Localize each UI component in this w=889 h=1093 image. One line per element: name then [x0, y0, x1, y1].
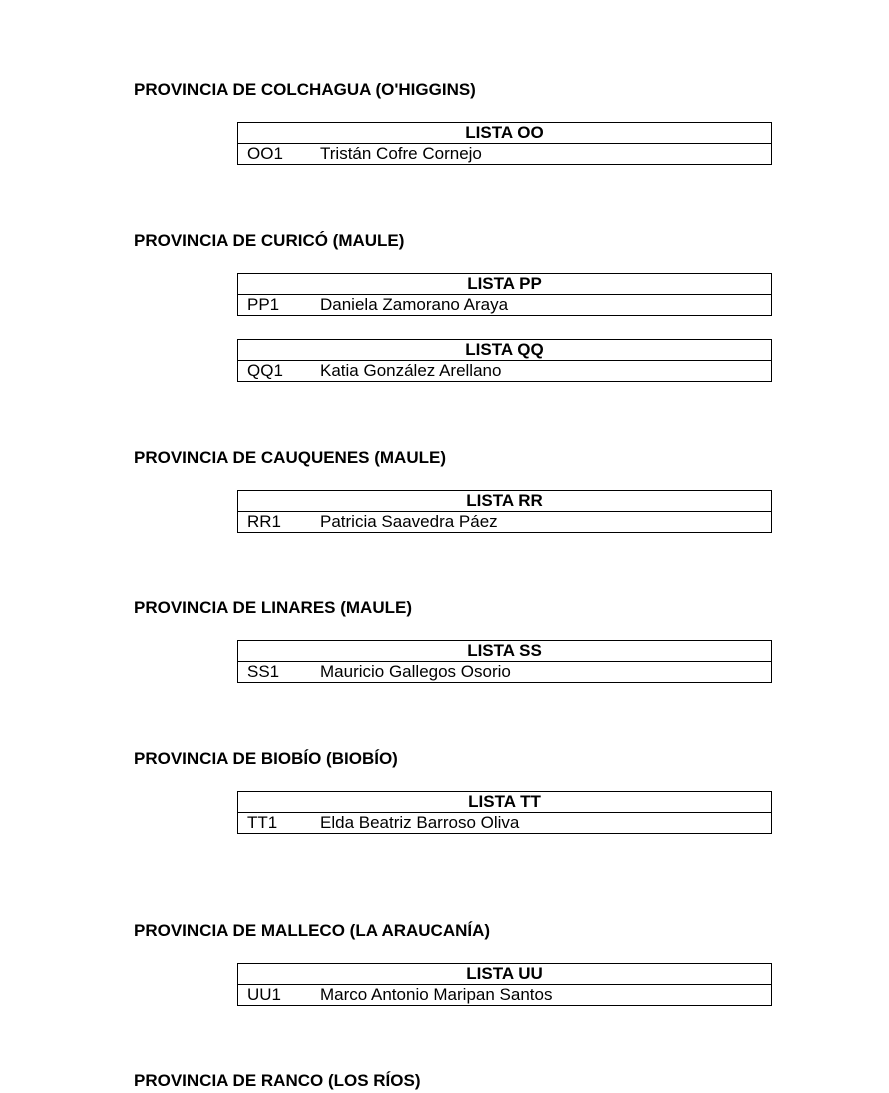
province-heading: PROVINCIA DE CAUQUENES (MAULE) [134, 448, 446, 467]
province-heading: PROVINCIA DE RANCO (LOS RÍOS) [134, 1071, 421, 1090]
province-heading: PROVINCIA DE LINARES (MAULE) [134, 598, 412, 617]
list-title: LISTA UU [238, 964, 772, 985]
candidate-code: QQ1 [247, 361, 283, 380]
list-title: LISTA OO [238, 123, 772, 144]
candidate-row [238, 144, 772, 165]
candidate-list-table [237, 122, 772, 165]
province-heading: PROVINCIA DE CURICÓ (MAULE) [134, 231, 405, 250]
candidate-list-table [237, 490, 772, 533]
candidate-name: Mauricio Gallegos Osorio [320, 662, 511, 681]
list-title: LISTA PP [238, 274, 772, 295]
list-title: LISTA SS [238, 641, 772, 662]
candidate-name: Marco Antonio Maripan Santos [320, 985, 553, 1004]
candidate-row [238, 361, 772, 382]
candidate-list-table [237, 791, 772, 834]
candidate-list-table [237, 339, 772, 382]
list-title: LISTA RR [238, 491, 772, 512]
candidate-code: PP1 [247, 295, 280, 314]
list-title: LISTA TT [238, 792, 772, 813]
candidate-list-table [237, 640, 772, 683]
province-heading: PROVINCIA DE COLCHAGUA (O'HIGGINS) [134, 80, 476, 99]
candidate-code: UU1 [247, 985, 282, 1004]
candidate-row [238, 295, 772, 316]
candidate-row [238, 813, 772, 834]
candidate-list-table [237, 963, 772, 1006]
province-heading: PROVINCIA DE BIOBÍO (BIOBÍO) [134, 749, 398, 768]
candidate-name: Patricia Saavedra Páez [320, 512, 498, 531]
province-heading: PROVINCIA DE MALLECO (LA ARAUCANÍA) [134, 921, 491, 940]
candidate-name: Elda Beatriz Barroso Oliva [320, 813, 520, 832]
candidate-code: TT1 [247, 813, 278, 832]
candidate-name: Tristán Cofre Cornejo [320, 144, 482, 163]
candidate-name: Daniela Zamorano Araya [320, 295, 509, 314]
candidate-row [238, 512, 772, 533]
candidate-list-table [237, 273, 772, 316]
candidate-code: OO1 [247, 144, 283, 163]
candidate-row [238, 662, 772, 683]
candidate-name: Katia González Arellano [320, 361, 502, 380]
list-title: LISTA QQ [238, 340, 772, 361]
candidate-code: SS1 [247, 662, 280, 681]
candidate-code: RR1 [247, 512, 282, 531]
candidate-row [238, 985, 772, 1006]
